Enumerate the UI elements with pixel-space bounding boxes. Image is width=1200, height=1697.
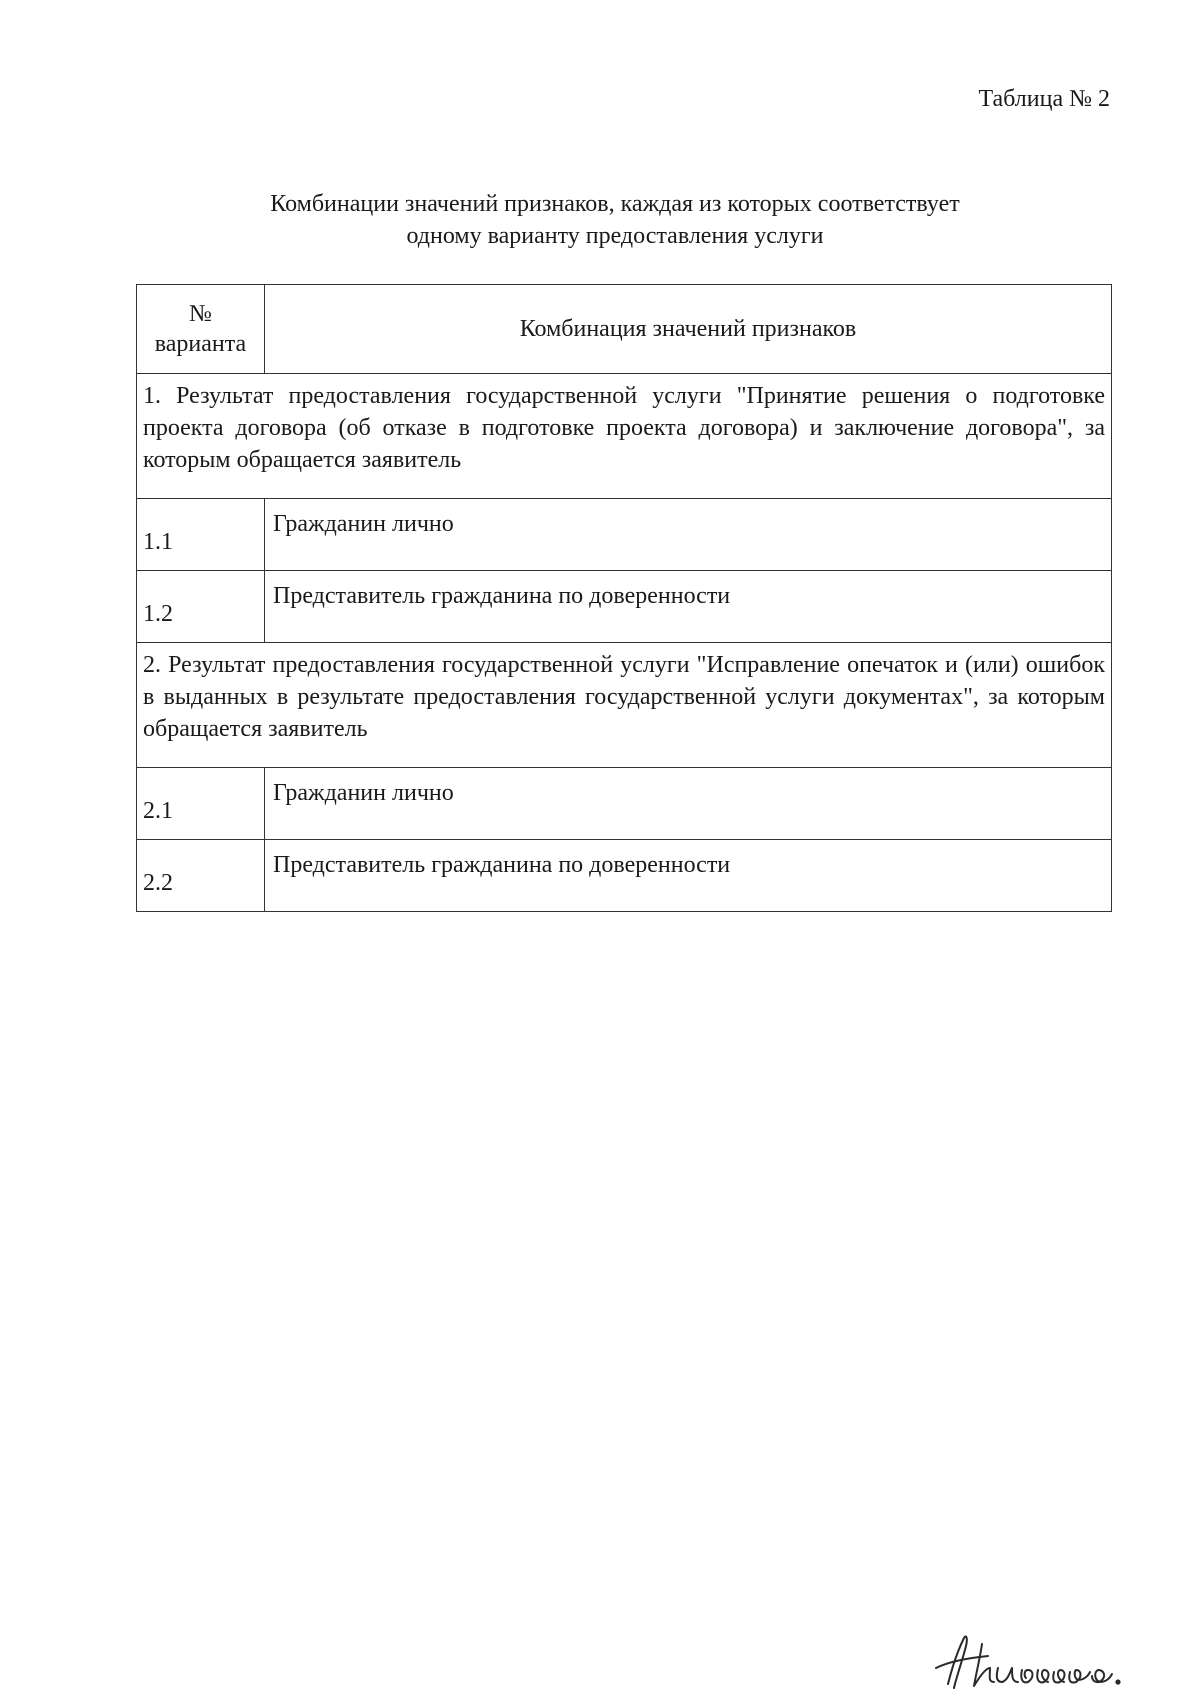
caption-line-1: Комбинации значений признаков, каждая из которых соответствует (270, 191, 960, 217)
table-number: Таблица № 2 (978, 86, 1110, 112)
variant-description: Представитель гражданина по доверенности (265, 571, 1112, 643)
table-row (137, 499, 1112, 571)
variant-description: Представитель гражданина по доверенности (265, 840, 1112, 912)
section-row (137, 643, 1112, 768)
table-header-row (137, 285, 1112, 374)
table-row (137, 768, 1112, 840)
table-caption (220, 188, 1010, 252)
variant-number: 2.2 (137, 840, 265, 912)
variant-number: 2.1 (137, 768, 265, 840)
section-row (137, 374, 1112, 499)
table-row (137, 571, 1112, 643)
header-combination: Комбинация значений признаков (265, 285, 1112, 374)
section-2-description: 2. Результат предоставления государственной услуги "Исправление опечаток и (или) ошибок в выданных в результате предоставления государственной услуги документах", за которым обращается заявитель (137, 643, 1112, 768)
header-number-sign: № (189, 301, 212, 327)
variant-number: 1.2 (137, 571, 265, 643)
variants-table (136, 284, 1112, 912)
handwritten-signature-icon (928, 1628, 1170, 1694)
header-variant-label: варианта (154, 331, 247, 357)
table-row (137, 840, 1112, 912)
variant-description: Гражданин лично (265, 768, 1112, 840)
variant-description: Гражданин лично (265, 499, 1112, 571)
header-variant-number (137, 285, 265, 374)
variant-number: 1.1 (137, 499, 265, 571)
caption-line-2: одному варианту предоставления услуги (406, 223, 824, 249)
section-1-description: 1. Результат предоставления государственной услуги "Принятие решения о подготовке проекта договора (об отказе в подготовке проекта договора) и заключение договора", за которым обращается заявитель (137, 374, 1112, 499)
